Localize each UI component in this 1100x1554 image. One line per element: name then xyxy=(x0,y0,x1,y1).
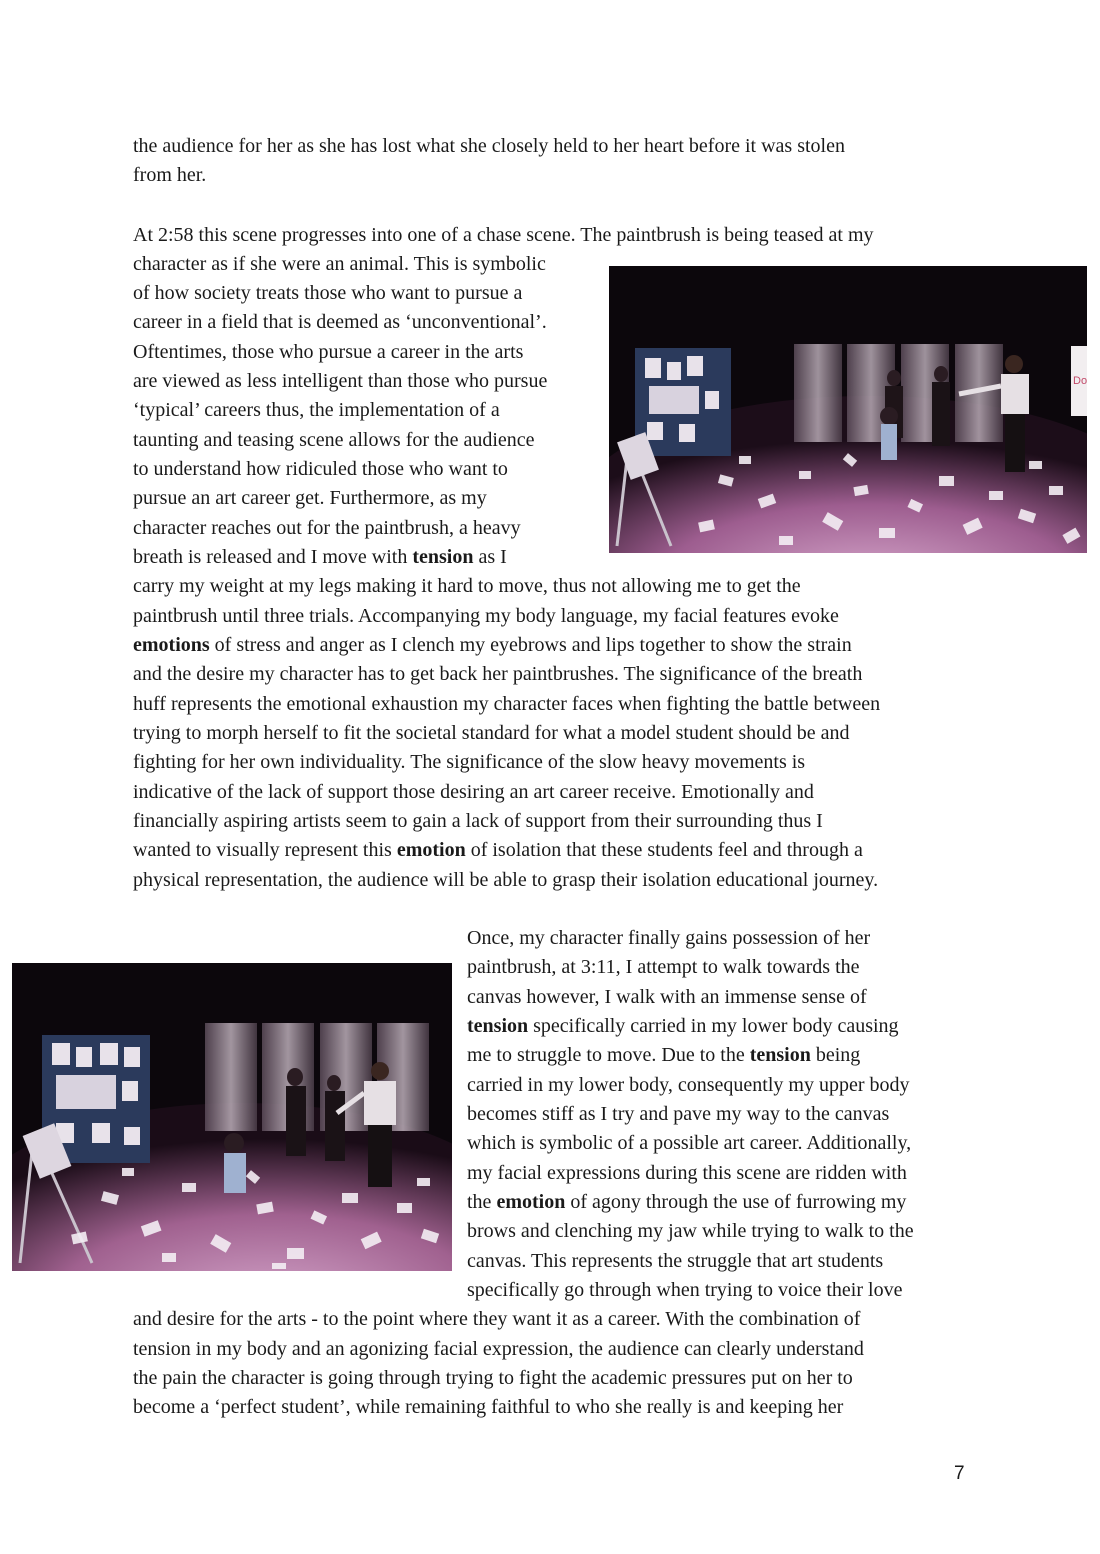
text-line: pursue an art career get. Furthermore, as my xyxy=(133,487,487,509)
text-line: character reaches out for the paintbrush, a heavy xyxy=(133,517,521,539)
text-line xyxy=(467,1190,906,1214)
bold-keyword-tension: tension xyxy=(749,1044,811,1066)
text-run: me to struggle to move. Due to the xyxy=(467,1044,750,1066)
text-line: paintbrush, at 3:11, I attempt to walk towards the xyxy=(467,956,860,978)
text-line: carried in my lower body, consequently my upper body xyxy=(467,1074,910,1096)
text-run: specifically carried in my lower body causing xyxy=(528,1015,899,1037)
text-line: canvas. This represents the struggle that art students xyxy=(467,1250,884,1272)
bold-keyword-emotion: emotion xyxy=(496,1191,566,1213)
text-line xyxy=(133,633,852,657)
page-number: 7 xyxy=(954,1463,965,1484)
sign-fragment-text: Do xyxy=(1073,375,1087,387)
text-line: which is symbolic of a possible art career. Additionally, xyxy=(467,1132,912,1154)
text-line: and the desire my character has to get back her paintbrushes. The significance of the breath xyxy=(133,663,863,685)
text-line: specifically go through when trying to voice their love xyxy=(467,1279,903,1301)
text-run: of agony through the use of furrowing my xyxy=(565,1191,907,1213)
text-line: ‘typical’ careers thus, the implementation of a xyxy=(133,399,500,421)
text-line: At 2:58 this scene progresses into one of a chase scene. The paintbrush is being teased at my xyxy=(133,224,874,246)
text-run: of isolation that these students feel and through a xyxy=(465,839,863,861)
text-line: taunting and teasing scene allows for the audience xyxy=(133,429,535,451)
text-line xyxy=(467,1014,899,1038)
stage-photo-chase-scene xyxy=(609,266,1087,553)
stage-performance-photo-icon xyxy=(609,266,1087,553)
text-line: my facial expressions during this scene are ridden with xyxy=(467,1162,907,1184)
text-line: carry my weight at my legs making it hard to move, thus not allowing me to get the xyxy=(133,575,801,597)
text-line: canvas however, I walk with an immense sense of xyxy=(467,986,867,1008)
bold-keyword-emotion: emotion xyxy=(396,839,466,861)
text-run: the xyxy=(467,1191,497,1213)
text-line: indicative of the lack of support those desiring an art career receive. Emotionally and xyxy=(133,781,814,803)
text-line: paintbrush until three trials. Accompanying my body language, my facial features evoke xyxy=(133,605,839,627)
text-line: physical representation, the audience will be able to grasp their isolation educational journey. xyxy=(133,869,879,891)
text-line: from her. xyxy=(133,164,207,186)
text-line: become a ‘perfect student’, while remaining faithful to who she really is and keeping her xyxy=(133,1396,844,1418)
text-line: brows and clenching my jaw while trying to walk to the xyxy=(467,1220,914,1242)
text-line xyxy=(133,545,507,569)
stage-photo-walk-to-canvas xyxy=(12,963,452,1271)
text-line: Once, my character finally gains possession of her xyxy=(467,927,871,949)
text-line: tension in my body and an agonizing facial expression, the audience can clearly understand xyxy=(133,1338,864,1360)
text-line: huff represents the emotional exhaustion my character faces when fighting the battle between xyxy=(133,693,881,715)
text-line: the audience for her as she has lost what she closely held to her heart before it was stolen xyxy=(133,135,845,157)
text-line: and desire for the arts - to the point where they want it as a career. With the combination of xyxy=(133,1308,861,1330)
text-line: of how society treats those who want to pursue a xyxy=(133,282,523,304)
text-line xyxy=(133,838,863,862)
bold-keyword-tension: tension xyxy=(412,546,474,568)
text-run: as I xyxy=(473,546,507,568)
text-line: Oftentimes, those who pursue a career in the arts xyxy=(133,341,524,363)
stage-performance-photo-icon xyxy=(12,963,452,1271)
text-run: wanted to visually represent this xyxy=(133,839,397,861)
text-line: are viewed as less intelligent than those who pursue xyxy=(133,370,548,392)
bold-keyword-emotions: emotions xyxy=(133,634,210,656)
text-line xyxy=(467,1043,860,1067)
text-run: of stress and anger as I clench my eyebrows and lips together to show the strain xyxy=(209,634,852,656)
bold-keyword-tension: tension xyxy=(467,1015,529,1037)
text-line: career in a field that is deemed as ‘unconventional’. xyxy=(133,311,547,333)
text-line: to understand how ridiculed those who want to xyxy=(133,458,508,480)
text-line: the pain the character is going through trying to fight the academic pressures put on her to xyxy=(133,1367,853,1389)
text-run: being xyxy=(810,1044,861,1066)
text-line: trying to morph herself to fit the societal standard for what a model student should be and xyxy=(133,722,850,744)
text-line: character as if she were an animal. This is symbolic xyxy=(133,253,546,275)
text-line: fighting for her own individuality. The significance of the slow heavy movements is xyxy=(133,751,806,773)
text-line: becomes stiff as I try and pave my way to the canvas xyxy=(467,1103,890,1125)
text-run: breath is released and I move with xyxy=(133,546,413,568)
text-line: financially aspiring artists seem to gain a lack of support from their surrounding thus I xyxy=(133,810,823,832)
